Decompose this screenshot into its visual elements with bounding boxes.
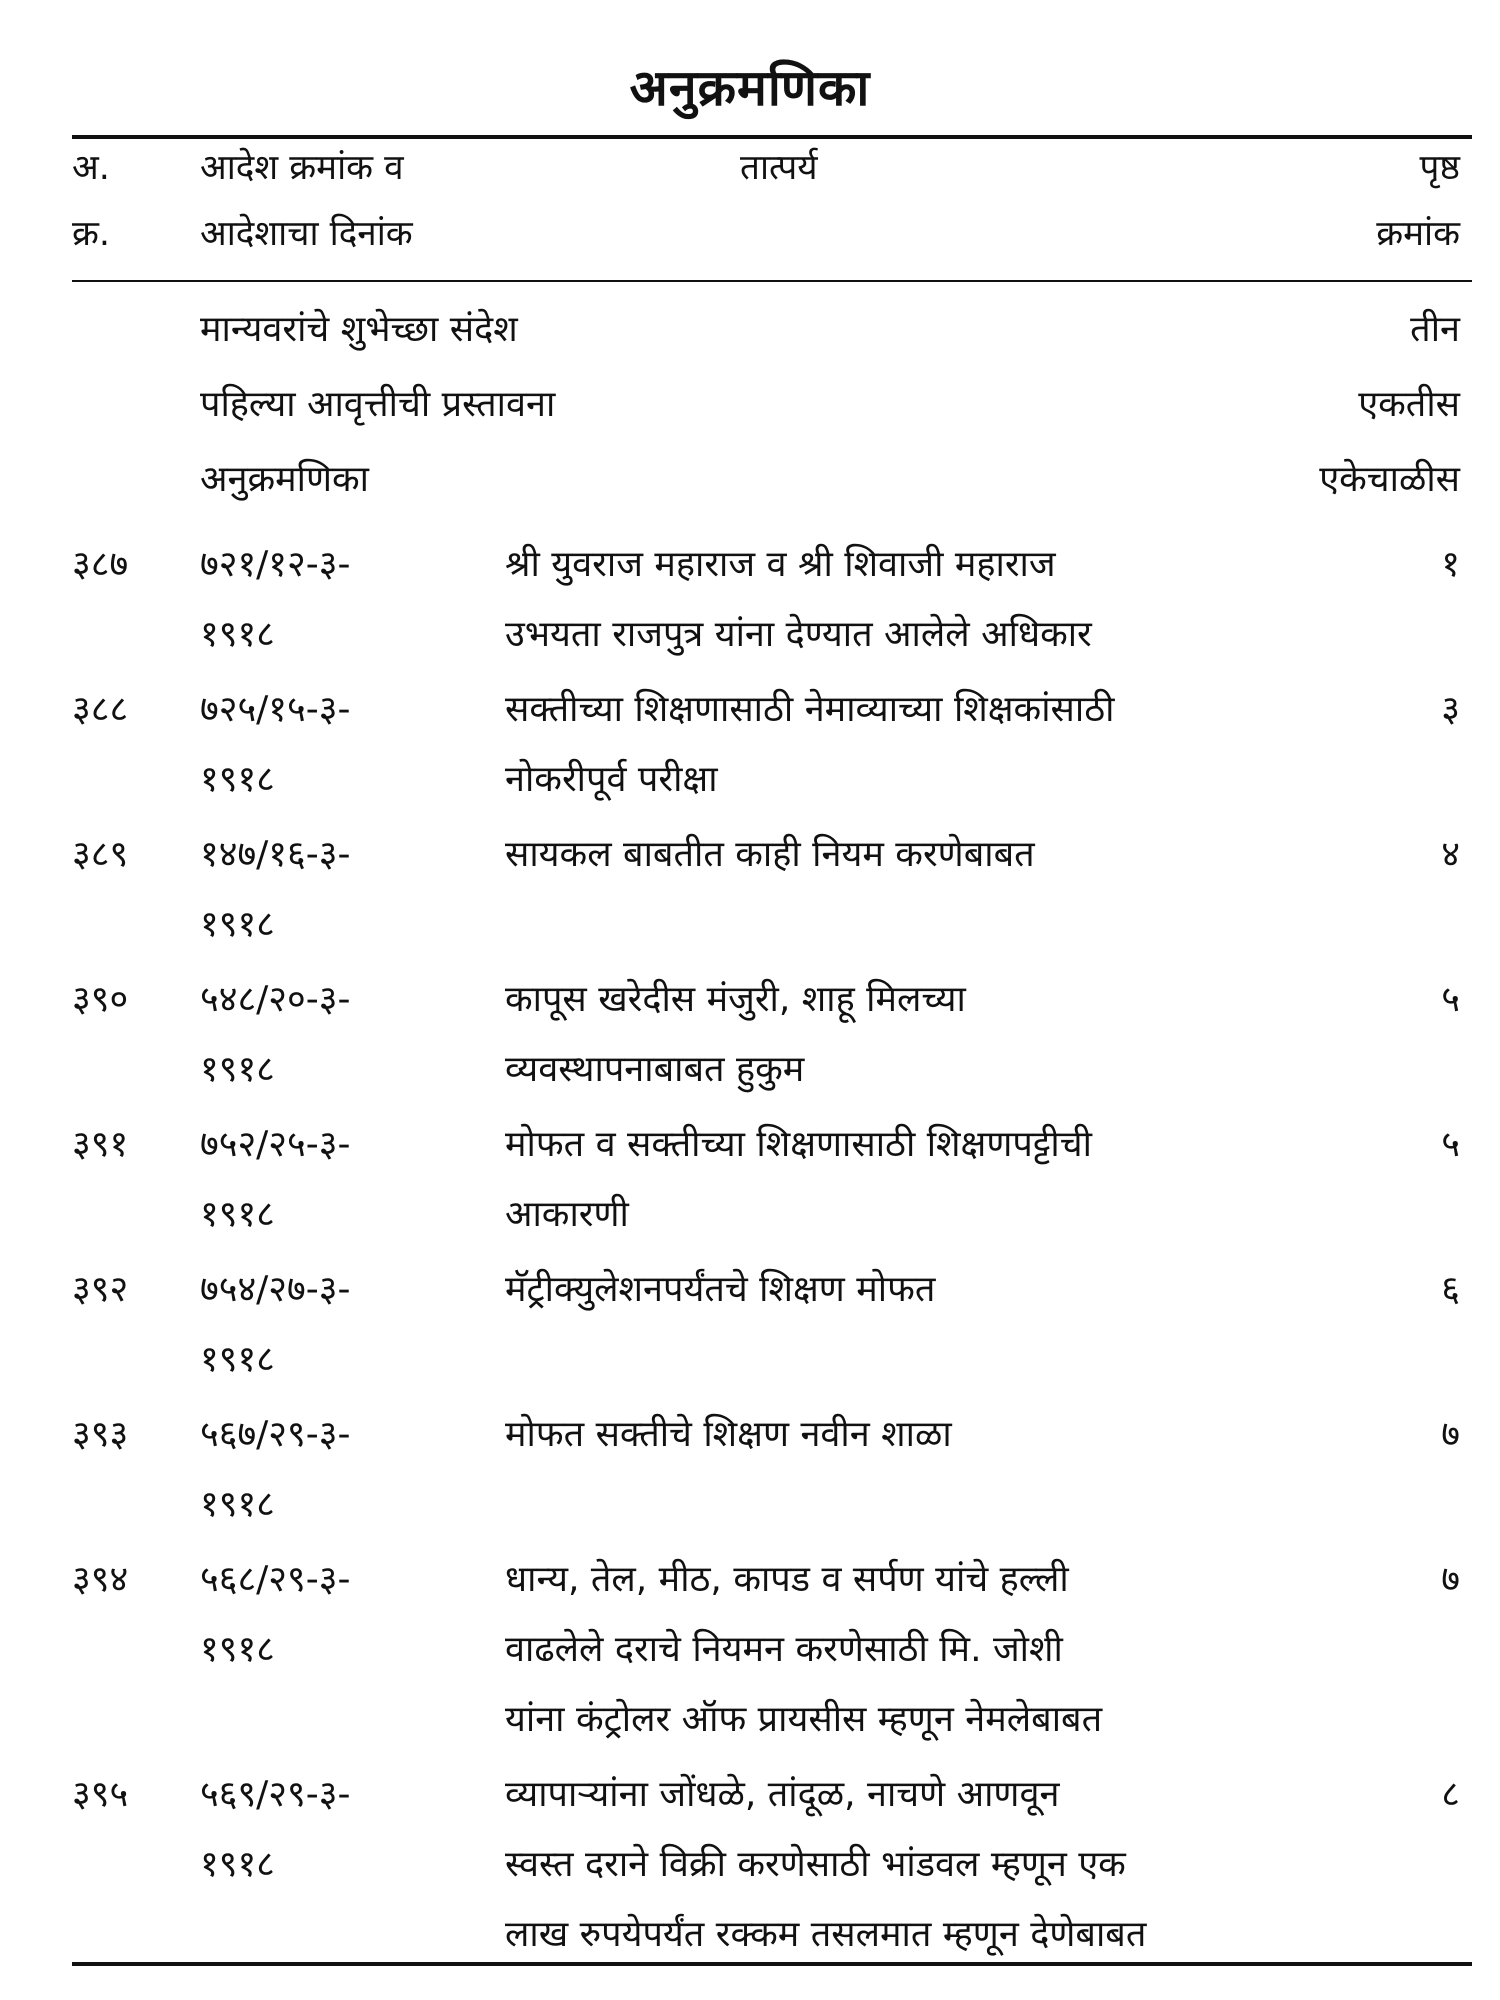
entry-subject-line: यांना कंट्रोलर ऑफ प्रायसीस म्हणून नेमलेबाबत <box>505 1699 1103 1740</box>
entry-order <box>200 1255 460 1395</box>
entry-number: ३९३ <box>72 1414 129 1455</box>
entry-page: ५ <box>1441 979 1460 1020</box>
entry-subject <box>505 965 1315 1105</box>
entry-subject-line: उभयता राजपुत्र यांना देण्यात आलेले अधिकार <box>505 614 1092 655</box>
front-matter-page: एकतीस <box>1358 384 1460 425</box>
front-matter-page: तीन <box>1410 309 1460 350</box>
entry-page: ७ <box>1441 1414 1460 1455</box>
entry-number: ३९१ <box>72 1124 129 1165</box>
entry-order-line: १९१८ <box>200 614 275 655</box>
header-serial <box>72 135 110 267</box>
entries-list <box>0 530 1500 1975</box>
entry-number: ३९५ <box>72 1774 129 1815</box>
bottom-rule <box>72 1962 1472 1966</box>
header-order <box>200 135 413 267</box>
entry-order-line: ५४८/२०-३- <box>200 979 351 1020</box>
entry-subject <box>505 1400 1315 1470</box>
index-entry <box>0 1110 1500 1255</box>
entry-subject-line: धान्य, तेल, मीठ, कापड व सर्पण यांचे हल्ली <box>505 1559 1069 1600</box>
entry-subject-line: नोकरीपूर्व परीक्षा <box>505 759 718 800</box>
entry-order-line: १९१८ <box>200 1629 275 1670</box>
entry-subject-line: स्वस्त दराने विक्री करणेसाठी भांडवल म्हणून एक <box>505 1844 1126 1885</box>
index-entry <box>0 530 1500 675</box>
entry-order-line: ७५४/२७-३- <box>200 1269 351 1310</box>
front-matter-label: मान्यवरांचे शुभेच्छा संदेश <box>200 309 518 350</box>
index-entry <box>0 820 1500 965</box>
entry-order <box>200 965 460 1105</box>
header-page-line: क्रमांक <box>1376 214 1460 254</box>
front-matter-label: पहिल्या आवृत्तीची प्रस्तावना <box>200 384 556 425</box>
index-entry <box>0 1545 1500 1760</box>
entry-order <box>200 530 460 670</box>
entry-order-line: ७५२/२५-३- <box>200 1124 351 1165</box>
entry-subject <box>505 1760 1315 1970</box>
entry-page: ५ <box>1441 1124 1460 1165</box>
entry-order <box>200 1400 460 1540</box>
entry-page: ४ <box>1441 834 1460 875</box>
entry-order-line: १९१८ <box>200 1194 275 1235</box>
entry-subject <box>505 530 1315 670</box>
index-entry <box>0 1255 1500 1400</box>
entry-subject-line: व्यवस्थापनाबाबत हुकुम <box>505 1049 805 1090</box>
entry-order-line: १९१८ <box>200 759 275 800</box>
entry-subject <box>505 1110 1315 1250</box>
header-order-line: आदेशाचा दिनांक <box>200 214 413 254</box>
entry-page: ६ <box>1441 1269 1460 1310</box>
front-matter-label: अनुक्रमणिका <box>200 459 369 500</box>
entry-subject-line: सक्तीच्या शिक्षणासाठी नेमाव्याच्या शिक्षकांसाठी <box>505 689 1115 730</box>
header-subject: तात्पर्य <box>740 148 818 188</box>
entry-subject <box>505 1545 1315 1755</box>
entry-order-line: १९१८ <box>200 1484 275 1525</box>
entry-order <box>200 1110 460 1250</box>
entry-order-line: १९१८ <box>200 904 275 945</box>
header-serial-line: अ. <box>72 148 110 188</box>
entry-order-line: १४७/१६-३- <box>200 834 351 875</box>
header-page-line: पृष्ठ <box>1419 148 1460 188</box>
entry-number: ३९० <box>72 979 129 1020</box>
entry-order-line: १९१८ <box>200 1844 275 1885</box>
entry-order-line: ५६७/२९-३- <box>200 1414 351 1455</box>
entry-subject-line: वाढलेले दराचे नियमन करणेसाठी मि. जोशी <box>505 1629 1063 1670</box>
entry-subject-line: व्यापाऱ्यांना जोंधळे, तांदूळ, नाचणे आणवून <box>505 1774 1060 1815</box>
entry-number: ३९४ <box>72 1559 129 1600</box>
entry-subject <box>505 1255 1315 1325</box>
entry-order-line: ७२१/१२-३- <box>200 544 351 585</box>
entry-subject-line: सायकल बाबतीत काही नियम करणेबाबत <box>505 834 1035 875</box>
entry-number: ३८८ <box>72 689 129 730</box>
entry-order-line: ५६८/२९-३- <box>200 1559 351 1600</box>
front-matter-row <box>200 450 1460 510</box>
entry-order <box>200 1760 460 1900</box>
header-order-line: आदेश क्रमांक व <box>200 148 404 188</box>
entry-subject-line: मोफत सक्तीचे शिक्षण नवीन शाळा <box>505 1414 952 1455</box>
entry-order-line: १९१८ <box>200 1049 275 1090</box>
entry-page: ८ <box>1441 1774 1460 1815</box>
entry-number: ३९२ <box>72 1269 129 1310</box>
entry-order-line: ७२५/१५-३- <box>200 689 351 730</box>
header-page <box>1376 135 1460 267</box>
entry-page: ३ <box>1441 689 1460 730</box>
front-matter-page: एकेचाळीस <box>1319 459 1460 500</box>
entry-order <box>200 1545 460 1685</box>
index-entry <box>0 675 1500 820</box>
entry-order-line: १९१८ <box>200 1339 275 1380</box>
entry-subject-line: आकारणी <box>505 1194 629 1235</box>
entry-subject <box>505 820 1315 890</box>
entry-number: ३८९ <box>72 834 129 875</box>
index-entry <box>0 1760 1500 1975</box>
entry-order <box>200 675 460 815</box>
entry-order-line: ५६९/२९-३- <box>200 1774 351 1815</box>
entry-subject-line: मॅट्रीक्युलेशनपर्यंतचे शिक्षण मोफत <box>505 1269 936 1310</box>
entry-subject-line: कापूस खरेदीस मंजुरी, शाहू मिलच्या <box>505 979 966 1020</box>
index-entry <box>0 965 1500 1110</box>
entry-subject-line: मोफत व सक्तीच्या शिक्षणासाठी शिक्षणपट्टीची <box>505 1124 1092 1165</box>
page-title: अनुक्रमणिका <box>629 59 871 117</box>
header-rule <box>72 280 1472 282</box>
entry-subject-line: श्री युवराज महाराज व श्री शिवाजी महाराज <box>505 544 1056 585</box>
entry-order <box>200 820 460 960</box>
entry-subject-line: लाख रुपयेपर्यंत रक्कम तसलमात म्हणून देणेबाबत <box>505 1914 1147 1955</box>
header-serial-line: क्र. <box>72 214 111 254</box>
front-matter-row <box>200 300 1460 360</box>
entry-number: ३८७ <box>72 544 129 585</box>
index-entry <box>0 1400 1500 1545</box>
front-matter-row <box>200 375 1460 435</box>
entry-subject <box>505 675 1315 815</box>
entry-page: ७ <box>1441 1559 1460 1600</box>
entry-page: १ <box>1441 544 1460 585</box>
